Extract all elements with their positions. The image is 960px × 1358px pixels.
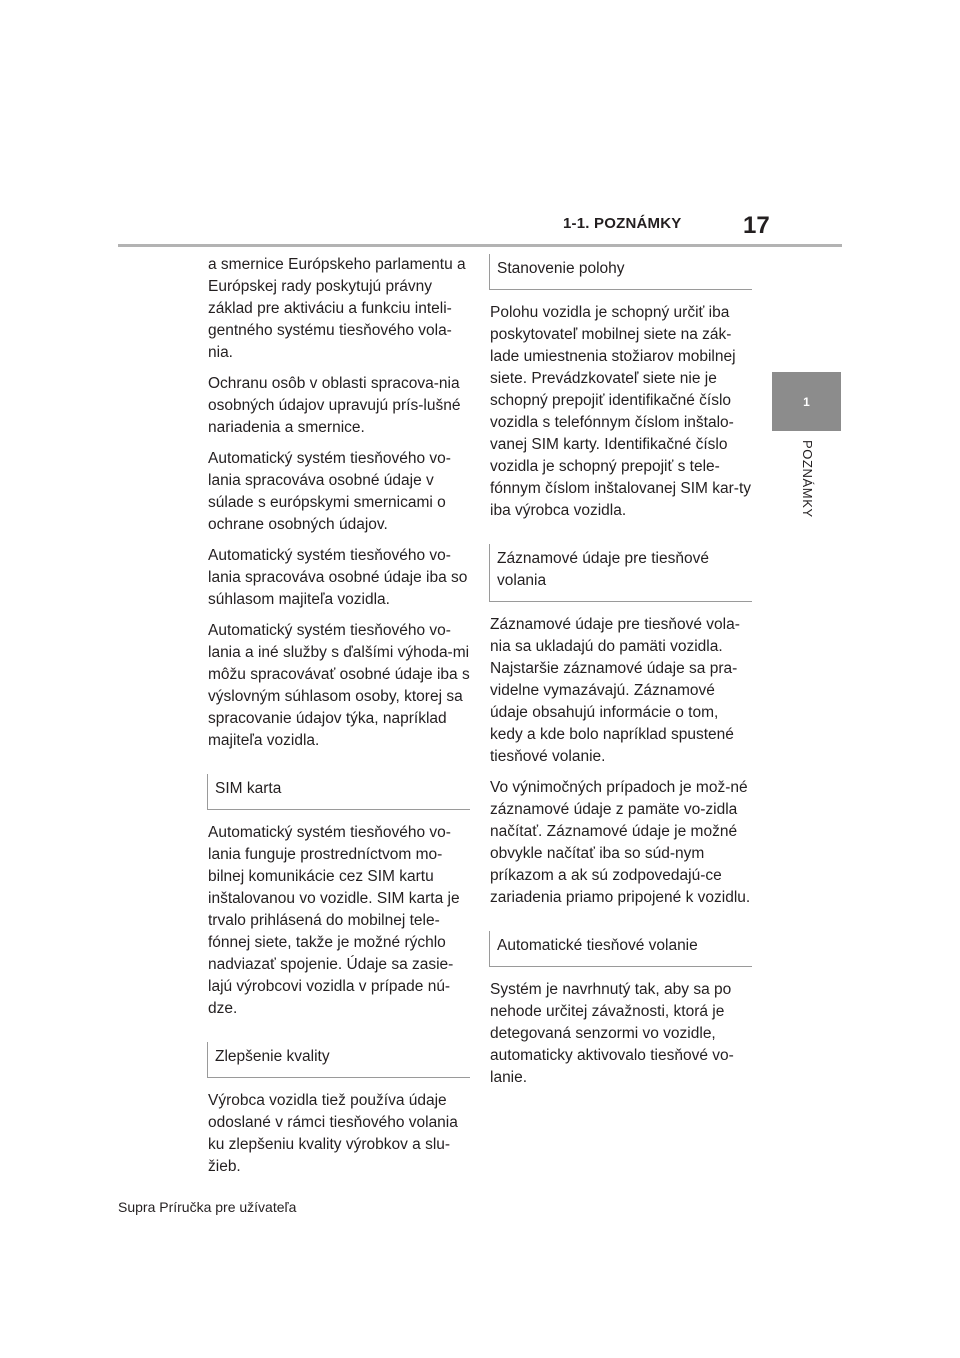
section-heading-quality: Zlepšenie kvality [207,1042,470,1078]
footer-title: Supra Príručka pre užívateľa [118,1199,297,1215]
paragraph-legal-basis: a smernice Európskeho parlamentu a Európskej rady poskytujú právny základ pre aktiváciu a funkciu inteli-gentného systému tiesňového vola-nia. [208,256,466,361]
running-header-section: 1-1. POZNÁMKY [563,215,682,232]
section-heading-records: Záznamové údaje pre tiesňové volania [489,544,752,602]
paragraph-records-reading: Vo výnimočných prípadoch je mož-né záznamové údaje z pamäte vo-zidla načítať. Záznamové údaje je možné obvykle načítať iba so súd-nym príkazom a ak sú zodpovedajú-ce zariadenia priamo pripojené k vozidlu. [490,779,751,906]
paragraph-data-protection: Ochranu osôb v oblasti spracova-nia osobných údajov upravujú prís-lušné nariadenia a smernice. [208,375,461,436]
chapter-tab-number: 1 [803,394,810,409]
header-rule [118,244,842,247]
section-heading-automatic-call: Automatické tiesňové volanie [489,931,752,967]
paragraph-explicit-consent: Automatický systém tiesňového vo-lania a iné služby s ďalšími výhoda-mi môžu spracovávať osobné údaje iba s výslovným súhlasom osoby, ktorej sa spracovanie údajov týka, napríklad majiteľa vozidla. [208,622,470,749]
paragraph-records-storage: Záznamové údaje pre tiesňové vola-nia sa ukladajú do pamäti vozidla. Najstaršie záznamové údaje sa pra-videlne vymazávajú. Záznamové údaje obsahujú informácie o tom, kedy a kde bolo napríklad spustené tiesňové volanie. [490,616,740,765]
section-heading-location: Stanovenie polohy [489,254,752,290]
paragraph-quality: Výrobca vozidla tiež používa údaje odoslané v rámci tiesňového volania ku zlepšeniu kvality výrobkov a slu-žieb. [208,1092,458,1175]
paragraph-location: Polohu vozidla je schopný určiť iba poskytovateľ mobilnej siete na zák-lade umiestnenia stožiarov mobilnej siete. Prevádzkovateľ siete nie je schopný prepojiť identifikačné číslo vozidla s telefónnym číslom inštalo-vanej SIM karty. Identifikačné číslo vozidla je schopný prepojiť s tele-fónnym číslom inštalovanej SIM kar-ty iba výrobca vozidla. [490,304,752,519]
chapter-tab-label: POZNÁMKY [800,440,815,518]
page-number: 17 [743,212,770,239]
right-column [490,254,752,1098]
section-heading-sim-card: SIM karta [207,774,470,810]
left-column [208,254,470,1187]
paragraph-owner-consent: Automatický systém tiesňového vo-lania spracováva osobné údaje iba so súhlasom majiteľa vozidla. [208,547,468,608]
chapter-tab [772,372,841,431]
paragraph-eu-directives: Automatický systém tiesňového vo-lania spracováva osobné údaje v súlade s európskymi smernicami o ochrane osobných údajov. [208,450,451,533]
paragraph-sim-card: Automatický systém tiesňového vo-lania funguje prostredníctvom mo-bilnej komunikácie cez SIM kartu inštalovanou vo vozidle. SIM karta je trvalo prihlásená do mobilnej tele-fónnej siete, takže je možné rýchlo nadviazať spojenie. Údaje sa zasie-lajú výrobcovi vozidla v prípade nú-dze. [208,824,460,1017]
paragraph-automatic-call: Systém je navrhnutý tak, aby sa po nehode určitej závažnosti, ktorá je detegovaná senzormi vo vozidle, automaticky aktivovalo tiesňové vo-lanie. [490,981,734,1086]
